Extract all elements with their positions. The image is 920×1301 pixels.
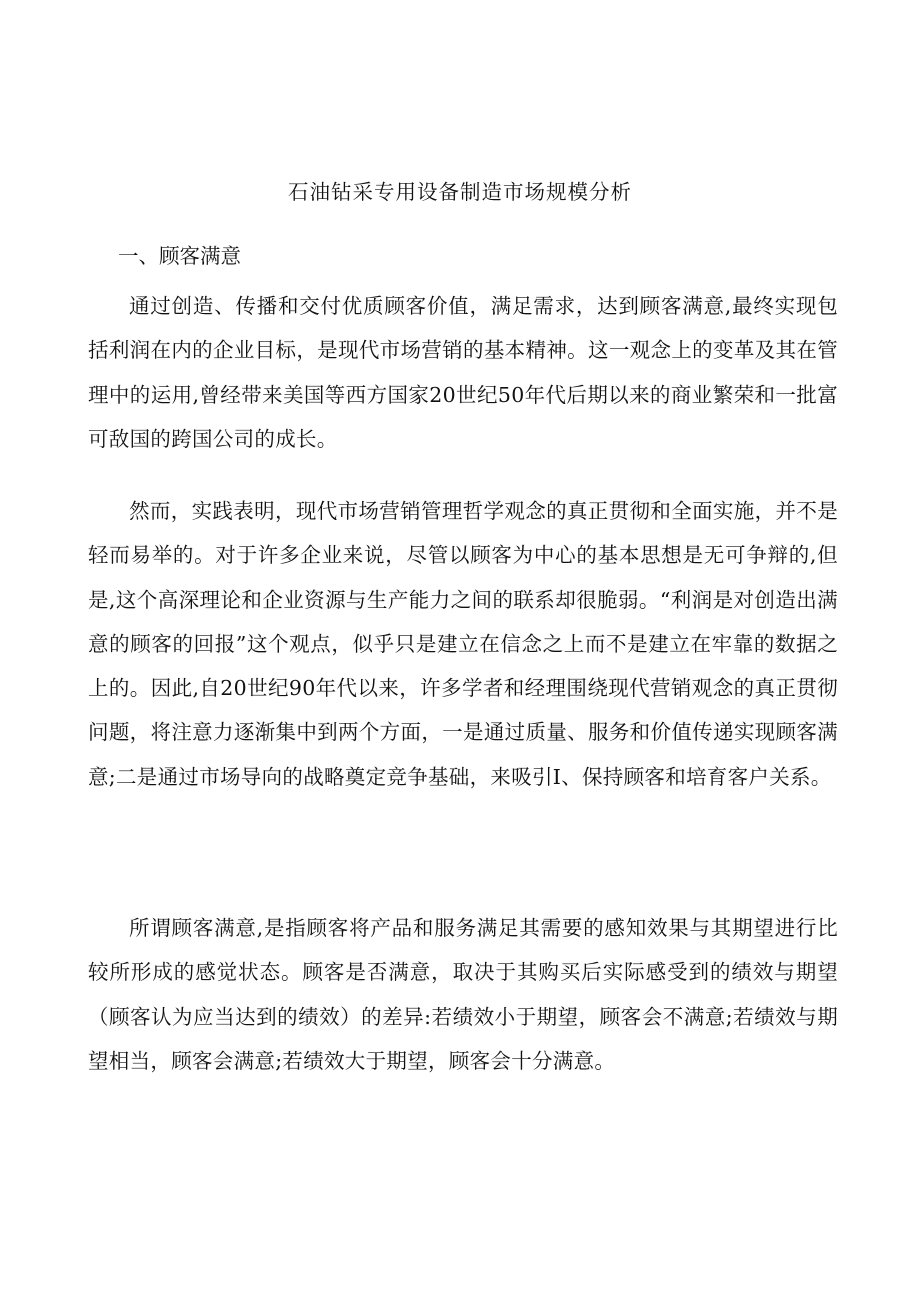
body-paragraph: 然而，实践表明，现代市场营销管理哲学观念的真正贯彻和全面实施，并不是轻而易举的。对于许多企业来说，尽管以顾客为中心的基本思想是无可争辩的,但是,这个高深理论和企业资源与生产能力之间的联系却很脆弱。“利润是对创造出满意的顾客的回报”这个观点，似乎只是建立在信念之上而不是建立在牢靠的数据之上的。因此,自20世纪90年代以来，许多学者和经理围绕现代营销观念的真正贯彻问题，将注意力逐渐集中到两个方面，一是通过质量、服务和价值传递实现顾客满意;二是通过市场导向的战略奠定竞争基础，来吸引I、保持顾客和培育客户关系。 [88, 499, 838, 789]
section-heading: 一、顾客满意 [118, 244, 241, 268]
body-paragraph: 所谓顾客满意,是指顾客将产品和服务满足其需要的感知效果与其期望进行比较所形成的感觉状态。顾客是否满意，取决于其购买后实际感受到的绩效与期望（顾客认为应当达到的绩效）的差异:若绩效小于期望，顾客会不满意;若绩效与期望相当，顾客会满意;若绩效大于期望，顾客会十分满意。 [88, 916, 838, 1073]
body-paragraph: 通过创造、传播和交付优质顾客价值，满足需求，达到顾客满意,最终实现包括利润在内的企业目标，是现代市场营销的基本精神。这一观念上的变革及其在管理中的运用,曾经带来美国等西方国家20世纪50年代后期以来的商业繁荣和一批富可敌国的跨国公司的成长。 [88, 294, 838, 451]
document-title: 石油钻采专用设备制造市场规模分析 [288, 180, 632, 204]
